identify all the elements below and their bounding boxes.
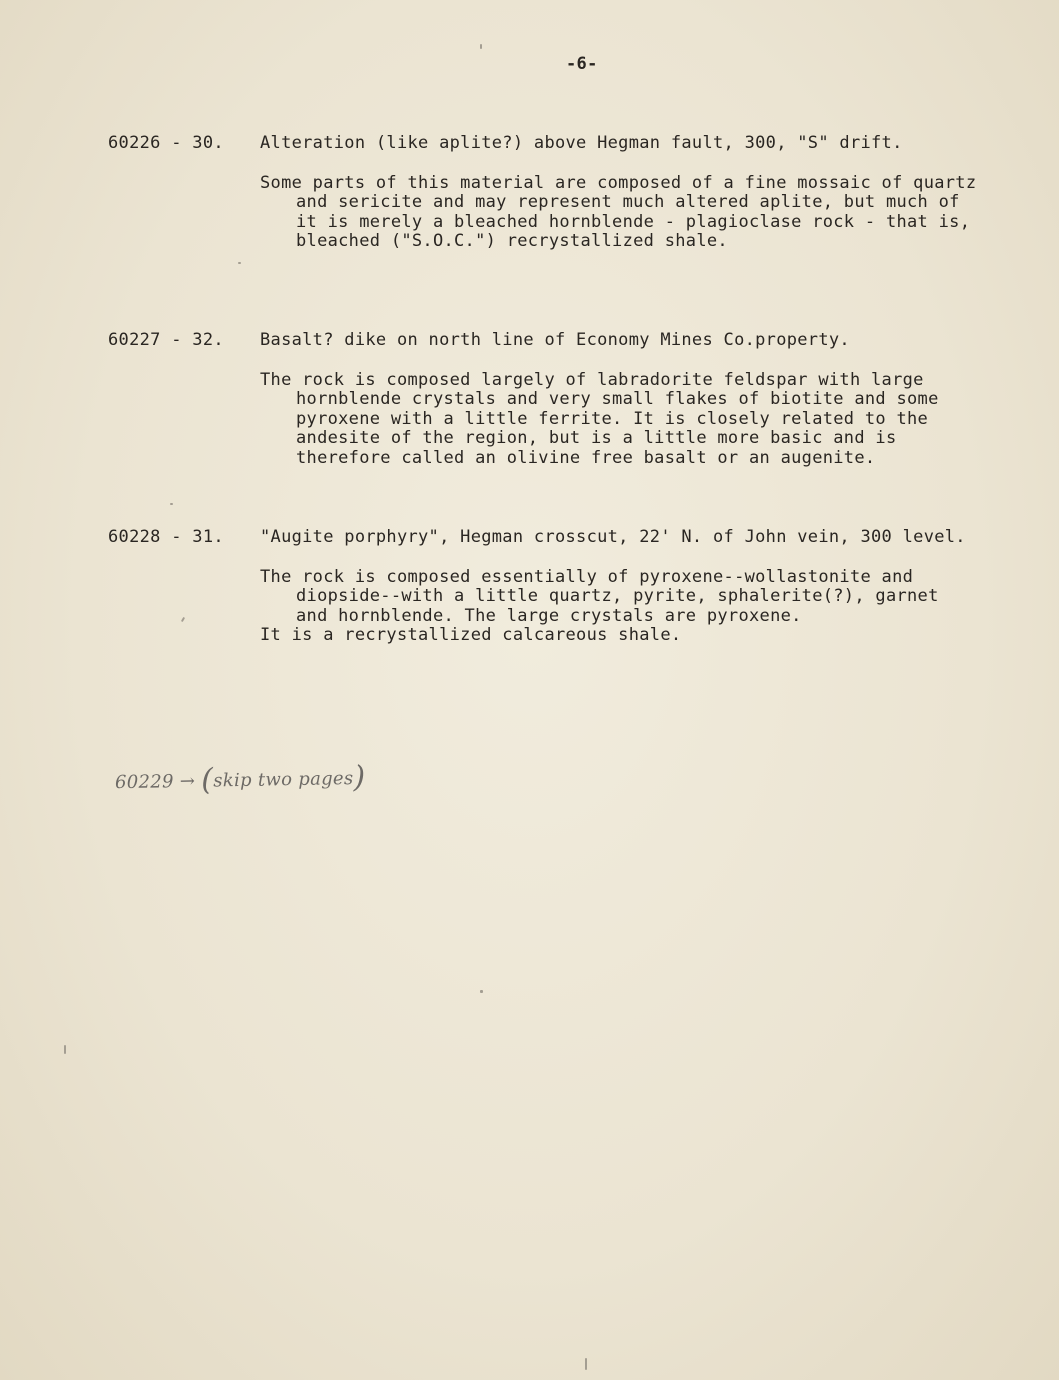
specimen-description: [260, 174, 980, 252]
entry-header: [108, 528, 1008, 548]
paper-speck: [480, 44, 482, 49]
specimen-entry: [108, 134, 1008, 252]
arrow-icon: →: [179, 770, 196, 793]
description-paragraph: The rock is composed essentially of pyroxene--wollastonite and diopside--with a little quartz, pyrite, sphalerite(?), garnet and hornblende. The large crystals are pyroxene.: [260, 566, 939, 626]
handwritten-note-number: 60229: [114, 771, 174, 794]
specimen-number: 60226 - 30.: [108, 133, 224, 153]
specimen-description: [260, 371, 980, 469]
paper-speck: [480, 990, 483, 993]
specimen-description: [260, 568, 980, 646]
page-number: -6-: [566, 54, 598, 74]
description-paragraph: Some parts of this material are composed of a fine mossaic of quartz and sericite and may represent much altered aplite, but much of it is merely a bleached hornblende - plagioclase rock - that is, bleached ("S.O.C.") recrystallized shale.: [260, 172, 977, 252]
handwritten-note-text: skip two pages: [213, 768, 354, 792]
paper-speck: [238, 262, 241, 264]
close-paren-mark: ): [353, 759, 366, 796]
paper-speck: [170, 503, 173, 505]
specimen-entry: [108, 528, 1008, 646]
specimen-number: 60228 - 31.: [108, 527, 224, 547]
description-paragraph: It is a recrystallized calcareous shale.: [260, 625, 682, 646]
handwritten-note: [114, 759, 366, 798]
paper-speck: [64, 1045, 66, 1054]
description-paragraph: The rock is composed largely of labradorite feldspar with large hornblende crystals and very small flakes of biotite and some pyroxene with a little ferrite. It is closely related to the andesite of the region, but is a little more basic and is therefore called an olivine free basalt or an augenite.: [260, 369, 939, 468]
specimen-entry: [108, 331, 1008, 469]
entry-header: [108, 331, 1008, 351]
entry-header: [108, 134, 1008, 154]
specimen-number: 60227 - 32.: [108, 330, 224, 350]
specimen-title: Basalt? dike on north line of Economy Mines Co.property.: [260, 330, 850, 350]
specimen-title: "Augite porphyry", Hegman crosscut, 22' N. of John vein, 300 level.: [260, 527, 966, 547]
paper-speck: [585, 1358, 587, 1370]
specimen-title: Alteration (like aplite?) above Hegman fault, 300, "S" drift.: [260, 133, 903, 153]
open-paren-mark: (: [200, 762, 214, 798]
